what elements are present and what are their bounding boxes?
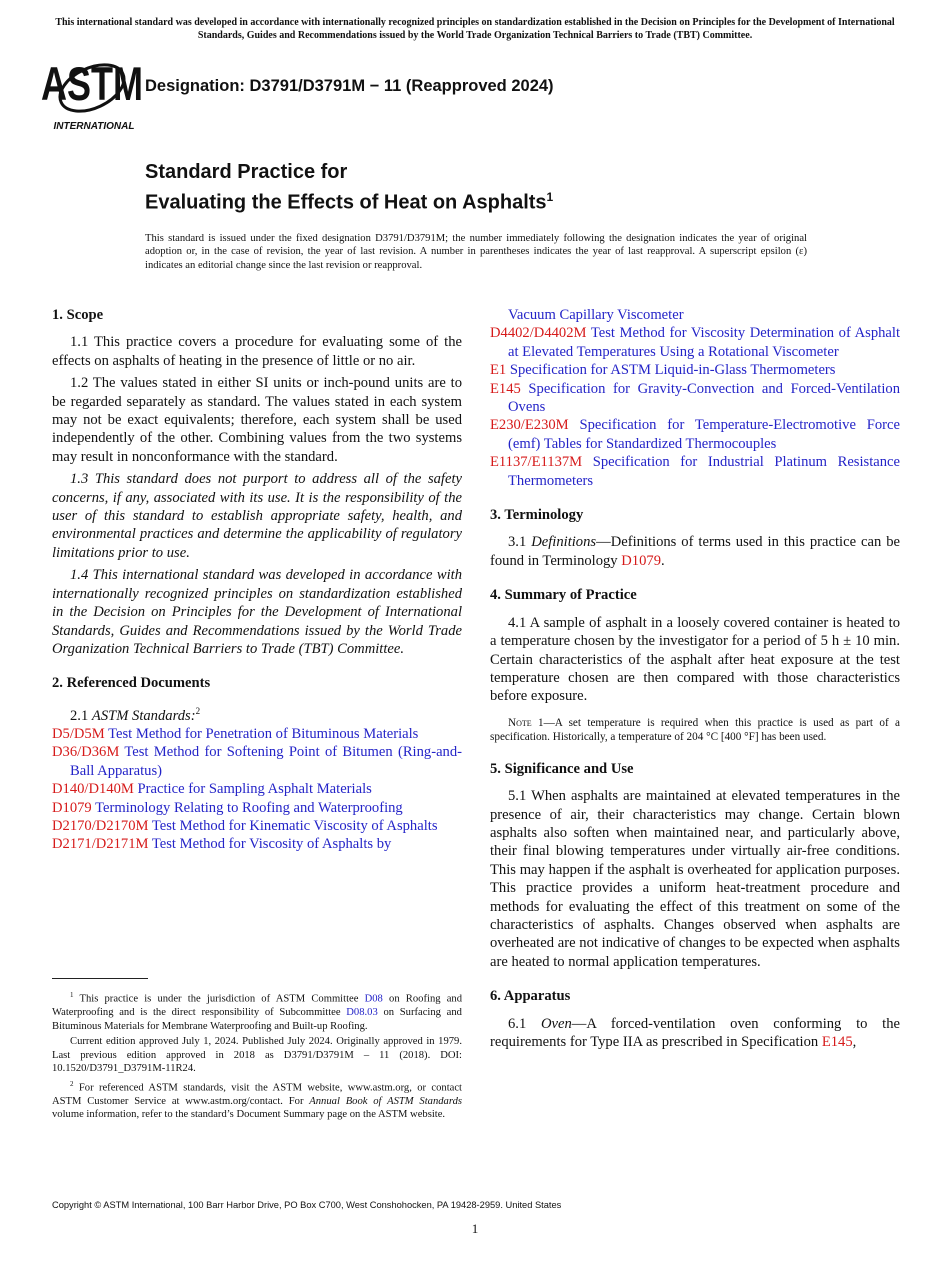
- reference-item[interactable]: [52, 725, 462, 743]
- subcommittee-link[interactable]: D08.03: [346, 1007, 378, 1019]
- section-significance: [490, 760, 900, 971]
- title-line-1: Standard Practice for: [145, 161, 348, 183]
- title-line-2: Evaluating the Effects of Heat on Asphalts: [145, 191, 547, 214]
- footnote-text: on Surfacing and Bituminous Materials for Membrane Waterproofing and Built-up Roofing.: [52, 1007, 462, 1032]
- footnote-mark: 2: [70, 1079, 74, 1088]
- page-number: 1: [471, 1221, 479, 1236]
- reference-title[interactable]: Specification for Industrial Platinum Resistance Thermometers: [508, 454, 900, 489]
- reference-item[interactable]: [52, 835, 462, 853]
- copyright: Copyright © ASTM International, 100 Barr Harbor Drive, PO Box C700, West Conshohocken, PA 19428-2959. United States: [52, 1200, 562, 1210]
- reference-code[interactable]: D140/D140M: [52, 781, 134, 798]
- left-column: [52, 306, 462, 870]
- footnote-text: For referenced ASTM standards, visit the ASTM website, www.astm.org, or contact ASTM Customer Service at www.astm.org/contact. For: [52, 1082, 462, 1107]
- reference-item[interactable]: [490, 453, 900, 490]
- reference-item[interactable]: [490, 324, 900, 361]
- footnote-text: This practice is under the jurisdiction of ASTM Committee: [79, 993, 365, 1005]
- section-heading: 3. Terminology: [490, 507, 584, 524]
- footnote-mark: 2: [195, 705, 201, 716]
- reference-code[interactable]: E145: [490, 380, 521, 397]
- edition-note: Current edition approved July 1, 2024. Published July 2024. Originally approved in 1979. Last previous edition approved in 2018 as D3791/D3791M – 11 (2018). DOI: 10.1520/D3791_D3791M-11R24.: [52, 1036, 462, 1075]
- reference-title[interactable]: Test Method for Kinematic Viscosity of Asphalts: [151, 818, 438, 835]
- reference-title[interactable]: Test Method for Penetration of Bituminous Materials: [108, 725, 419, 742]
- section-scope: [52, 306, 462, 658]
- reference-item[interactable]: [52, 817, 462, 835]
- reference-item[interactable]: [490, 361, 900, 379]
- right-column: [490, 306, 900, 1055]
- reference-title[interactable]: Specification for Gravity-Convection and Forced-Ventilation Ovens: [508, 380, 900, 416]
- footnote-text: Annual Book of ASTM Standards: [309, 1095, 462, 1107]
- reference-title[interactable]: Terminology Relating to Roofing and Waterproofing: [95, 799, 403, 816]
- specification-link[interactable]: E145: [821, 1034, 853, 1050]
- reference-item[interactable]: [490, 380, 900, 417]
- designation: Designation: D3791/D3791M − 11 (Reapproved 2024): [145, 77, 554, 95]
- reference-item[interactable]: [52, 799, 462, 817]
- section-heading: 2. Referenced Documents: [52, 675, 211, 692]
- paragraph-5-1: 5.1 When asphalts are maintained at elevated temperatures in the presence of air, their characteristics may change. Certain blown asphalts also soften when maintained near, and particularly above, their final blowing temperatures under virtually air-free conditions. This may happen if the asphalt is overheated for application purposes. This practice provides a uniform heat-treatment procedure and methods for evaluating the effect of this treatment on some of the characteristics of asphalts. Changes observed when asphalts are overheated are not indicative of changes to be expected when asphalts are heated to normal application temperatures.: [490, 788, 900, 970]
- reference-list-continued: [490, 306, 900, 490]
- reference-code[interactable]: D4402/D4402M: [490, 325, 587, 342]
- section-referenced-documents: [52, 674, 462, 854]
- footnote-divider: [52, 978, 148, 979]
- paragraph-6-1: 6.1 Oven—A forced-ventilation oven conforming to the requirements for Type IIA as prescribed in Specification E145,: [490, 1015, 901, 1050]
- section-apparatus: [490, 987, 900, 1051]
- reference-item[interactable]: [52, 780, 462, 798]
- reference-code[interactable]: D5/D5M: [52, 725, 105, 742]
- reference-code[interactable]: D2170/D2170M: [52, 818, 149, 835]
- section-summary: [490, 586, 900, 743]
- paragraph-1-4: 1.4 This international standard was developed in accordance with internationally recognized principles on standardization established in the Decision on Principles for the Development of International Standards, Guides and Recommendations issued by the World Trade Organization Technical Barriers to Trade (TBT) Committee.: [52, 567, 462, 657]
- footnote-text: on Roofing and Waterproofing and is the direct responsibility of Subcommittee: [52, 993, 463, 1019]
- reference-title[interactable]: Practice for Sampling Asphalt Materials: [137, 781, 372, 798]
- document-title: [145, 160, 553, 216]
- section-heading: 6. Apparatus: [490, 988, 571, 1005]
- standard-notice: This international standard was developed in accordance with internationally recognized principles on standardization established in the Decision on Principles for the Development of International Standards, Guides and Recommendations issued by the World Trade Organization Technical Barriers to Trade (TBT) Committee.: [55, 17, 895, 41]
- paragraph-1-2: 1.2 The values stated in either SI units or inch-pound units are to be regarded separately as standard. The values stated in each system may not be exact equivalents; therefore, each system shall be used independently of the other. Combining values from the two systems may result in nonconformance with the standard.: [52, 375, 462, 465]
- reference-title[interactable]: Test Method for Softening Point of Bitumen (Ring-and-Ball Apparatus): [70, 744, 462, 779]
- reference-code[interactable]: D36/D36M: [52, 744, 120, 761]
- section-heading: 5. Significance and Use: [490, 760, 634, 777]
- reference-code[interactable]: E1: [490, 362, 507, 379]
- title-footnote-mark: 1: [546, 190, 554, 204]
- astm-logo: [41, 56, 143, 132]
- reference-code[interactable]: D1079: [52, 799, 92, 816]
- reference-title[interactable]: Test Method for Viscosity of Asphalts by: [151, 836, 392, 853]
- svg-text:INTERNATIONAL: INTERNATIONAL: [53, 121, 135, 132]
- terminology-link[interactable]: D1079: [621, 552, 661, 569]
- subsection-number: 2.1: [70, 707, 89, 724]
- footnote-mark: 1: [70, 991, 74, 999]
- reference-code[interactable]: E230/E230M: [490, 417, 569, 434]
- reference-title[interactable]: Test Method for Viscosity Determination of Asphalt at Elevated Temperatures Using a Rotational Viscometer: [508, 325, 900, 360]
- reference-continuation[interactable]: Vacuum Capillary Viscometer: [508, 307, 684, 323]
- paragraph-1-1: 1.1 This practice covers a procedure for evaluating some of the effects on asphalts of heating in the presence of little or no air.: [52, 334, 462, 369]
- svg-text:ASTM: ASTM: [41, 57, 143, 111]
- footnote-1: [52, 989, 462, 1033]
- reference-item[interactable]: [52, 743, 462, 780]
- footnote-2: [52, 1078, 462, 1122]
- subsection-label: ASTM Standards:: [91, 707, 196, 724]
- reference-title[interactable]: Specification for Temperature-Electromotive Force (emf) Tables for Standardized Thermocouples: [508, 417, 900, 452]
- reference-list: [52, 725, 462, 854]
- reference-list: [490, 324, 900, 490]
- reference-title[interactable]: Specification for ASTM Liquid-in-Glass Thermometers: [509, 362, 836, 379]
- reference-code[interactable]: E1137/E1137M: [490, 454, 583, 471]
- section-terminology: [490, 506, 900, 570]
- paragraph-1-3: 1.3 This standard does not purport to address all of the safety concerns, if any, associated with its use. It is the responsibility of the user of this standard to establish appropriate safety, health, and environmental practices and determine the applicability of regulatory limitations prior to use.: [52, 471, 462, 561]
- reference-item[interactable]: [490, 416, 900, 453]
- note-1: Note 1—A set temperature is required when this practice is used as part of a specification. Historically, a temperature of 204 °C [400 °F] has been used.: [490, 716, 900, 743]
- section-heading: 4. Summary of Practice: [490, 587, 637, 604]
- section-heading: 1. Scope: [52, 307, 104, 323]
- footnotes: [52, 978, 462, 1124]
- footnote-text: volume information, refer to the standard’s Document Summary page on the ASTM website.: [52, 1109, 446, 1121]
- issuance-note: This standard is issued under the fixed designation D3791/D3791M; the number immediately following the designation indicates the year of original adoption or, in the case of revision, the year of last revision. A number in parentheses indicates the year of last reapproval. A superscript epsilon (ε) indicates an editorial change since the last revision or reapproval.: [145, 233, 807, 271]
- paragraph-4-1: 4.1 A sample of asphalt in a loosely covered container is heated to a temperature chosen by the investigator for a period of 5 h ± 10 min. Certain characteristics of the asphalt after heat exposure at the test temperature chosen are then compared with those characteristics before exposure.: [490, 614, 900, 705]
- committee-link[interactable]: D08: [364, 993, 383, 1005]
- paragraph-3-1: 3.1 Definitions—Definitions of terms used in this practice can be found in Terminology D1079.: [490, 534, 900, 569]
- reference-code[interactable]: D2171/D2171M: [52, 836, 149, 853]
